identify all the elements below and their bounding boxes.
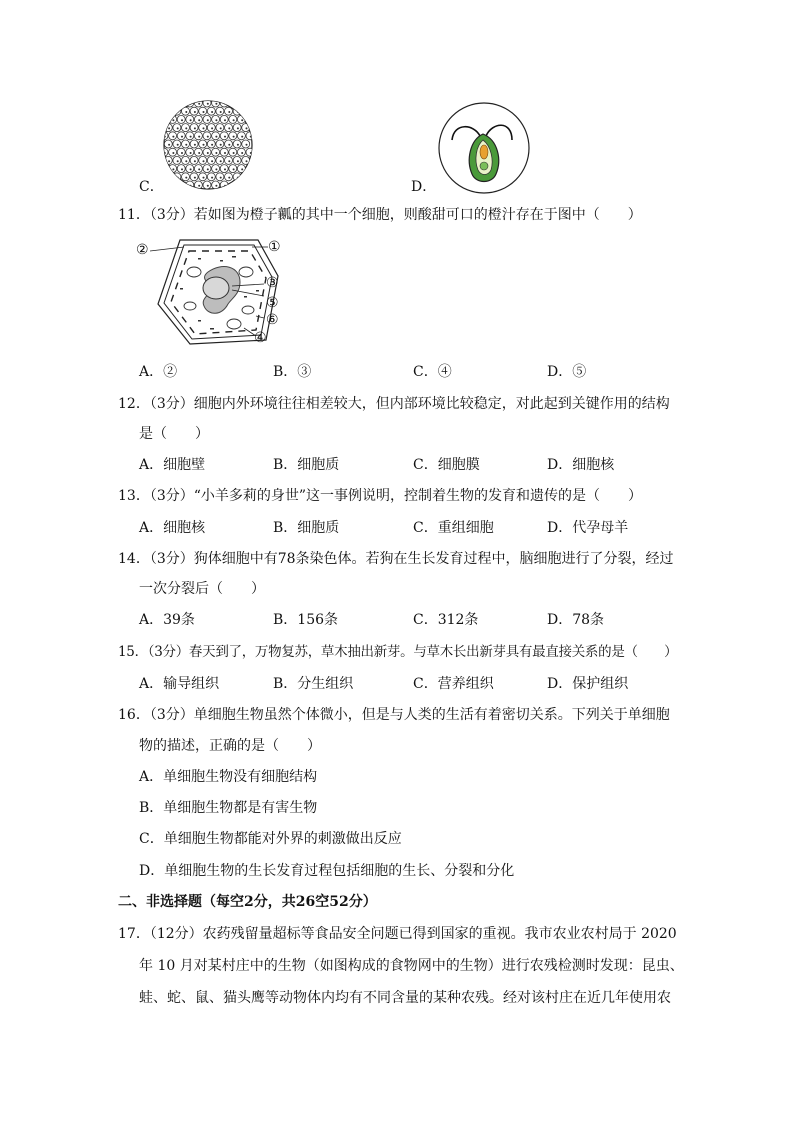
cell-circle: [186, 115, 194, 123]
cell-nucleus-dot: [207, 185, 209, 187]
question-17-line1: 17．（12分）农药残留量超标等食品安全问题已得到国家的重视。我市农业农村局于 2020: [118, 926, 677, 942]
cell-circle: [190, 140, 198, 148]
q11-option-c[interactable]: C．④: [413, 364, 452, 380]
cell-circle: [173, 140, 181, 148]
cell-nucleus-dot: [203, 144, 205, 146]
cell-cluster-figure: [160, 100, 270, 192]
cell-nucleus-dot: [224, 136, 226, 138]
cell-nucleus-dot: [237, 144, 239, 146]
cell-circle: [203, 165, 211, 173]
cell-nucleus-dot: [168, 144, 170, 146]
cell-nucleus-dot: [198, 152, 200, 154]
question-16-stem-line1: 16．（3分）单细胞生物虽然个体微小，但是与人类的生活有着密切关系。下列关于单细胞: [118, 707, 670, 723]
cell-nucleus-dot: [194, 144, 196, 146]
q11-option-a[interactable]: A．②: [139, 364, 178, 380]
cell-nucleus-dot: [181, 168, 183, 170]
cell-circle: [233, 124, 241, 132]
cell-nucleus-dot: [220, 111, 222, 113]
q16-option-c[interactable]: C．单细胞生物都能对外界的刺激做出反应: [139, 831, 402, 847]
cell-nucleus-dot: [172, 119, 174, 121]
cell-circle: [229, 115, 237, 123]
cell-circle: [216, 124, 224, 132]
cell-nucleus-dot: [215, 103, 217, 105]
cell-circle: [229, 165, 237, 173]
question-12-stem-line2: 是（ ）: [139, 426, 209, 442]
cell-nucleus-dot: [215, 168, 217, 170]
cell-circle: [186, 132, 194, 140]
cell-nucleus-dot: [177, 127, 179, 129]
cell-circle: [203, 132, 211, 140]
cell-nucleus-dot: [220, 127, 222, 129]
cell-circle: [173, 156, 181, 164]
cell-nucleus-dot: [168, 160, 170, 162]
cell-circle: [186, 148, 194, 156]
cell-nucleus-dot: [228, 160, 230, 162]
cell-circle: [237, 148, 245, 156]
cell-nucleus-dot: [190, 152, 192, 154]
cell-nucleus-dot: [190, 119, 192, 121]
cell-circle: [207, 173, 215, 181]
q14-option-b[interactable]: B．156条: [273, 612, 339, 628]
cell-nucleus-dot: [194, 160, 196, 162]
cell-nucleus-dot: [181, 152, 183, 154]
cell-nucleus-dot: [172, 168, 174, 170]
cell-nucleus-dot: [246, 144, 248, 146]
cell-nucleus-dot: [241, 136, 243, 138]
cell-circle: [220, 148, 228, 156]
cell-circle: [182, 140, 190, 148]
cell-nucleus-dot: [246, 127, 248, 129]
question-14-stem-line2: 一次分裂后（ ）: [139, 581, 265, 597]
cell-nucleus-dot: [181, 119, 183, 121]
cell-circle: [225, 124, 233, 132]
cell-circle: [225, 156, 233, 164]
cell-circle: [194, 115, 202, 123]
q15-option-d[interactable]: D．保护组织: [547, 676, 629, 692]
cell-nucleus-dot: [228, 127, 230, 129]
cell-circle: [242, 140, 250, 148]
cell-nucleus-dot: [207, 152, 209, 154]
cell-nucleus-dot: [203, 160, 205, 162]
cell-nucleus-dot: [198, 168, 200, 170]
cell-circle: [177, 132, 185, 140]
cell-circle: [207, 124, 215, 132]
cell-circle: [169, 148, 177, 156]
cell-circle: [194, 132, 202, 140]
q14-option-a[interactable]: A．39条: [139, 612, 195, 628]
plant-cell-diagram: [136, 232, 296, 350]
cell-nucleus-dot: [241, 119, 243, 121]
cell-nucleus-dot: [228, 144, 230, 146]
cell-circle: [190, 156, 198, 164]
cell-circle: [216, 107, 224, 115]
cell-circle: [246, 132, 254, 140]
cell-circle: [207, 156, 215, 164]
cell-nucleus-dot: [233, 152, 235, 154]
q13-option-b[interactable]: B．细胞质: [273, 520, 340, 536]
cell-nucleus-dot: [233, 168, 235, 170]
q12-option-d[interactable]: D．细胞核: [547, 457, 615, 473]
cell-circle: [246, 148, 254, 156]
cell-nucleus-dot: [185, 160, 187, 162]
cell-circle: [225, 140, 233, 148]
cell-nucleus-dot: [207, 168, 209, 170]
cell-circle: [229, 148, 237, 156]
cell-nucleus-dot: [198, 136, 200, 138]
q11-option-d[interactable]: D．⑤: [547, 364, 587, 380]
cell-circle: [177, 148, 185, 156]
cell-nucleus-dot: [203, 127, 205, 129]
q12-option-a[interactable]: A．细胞壁: [139, 457, 206, 473]
option-c-label: C．: [139, 179, 164, 195]
cell-circle: [182, 173, 190, 181]
cell-circle: [194, 165, 202, 173]
cell-circle: [207, 140, 215, 148]
cell-nucleus-dot: [198, 185, 200, 187]
cell-nucleus-dot: [220, 177, 222, 179]
question-11-stem: 11．（3分）若如图为橙子瓤的其中一个细胞，则酸甜可口的橙汁存在于图中（ ）: [118, 207, 642, 223]
diagram-label-4: ④: [254, 330, 267, 346]
cell-circle: [212, 132, 220, 140]
option-d-label: D．: [411, 179, 437, 195]
cell-circle: [229, 132, 237, 140]
cell-circle: [199, 124, 207, 132]
cell-nucleus-dot: [211, 144, 213, 146]
cell-circle: [164, 140, 172, 148]
cell-circle: [203, 181, 211, 189]
cell-nucleus-dot: [228, 111, 230, 113]
cell-circle: [199, 107, 207, 115]
q12-option-b[interactable]: B．细胞质: [273, 457, 340, 473]
cell-circle: [203, 148, 211, 156]
cell-nucleus-dot: [246, 160, 248, 162]
cell-circle: [199, 173, 207, 181]
question-15-stem: 15．（3分）春天到了，万物复苏，草木抽出新芽。与草木长出新芽具有最直接关系的是（ ）: [118, 644, 678, 660]
cell-circle: [233, 140, 241, 148]
cell-nucleus-dot: [198, 119, 200, 121]
cell-nucleus-dot: [185, 144, 187, 146]
cell-nucleus-dot: [237, 160, 239, 162]
question-17-line2: 年 10 月对某村庄中的生物（如图构成的食物网中的生物）进行农残检测时发现：昆虫、: [139, 958, 684, 974]
cell-nucleus-dot: [207, 136, 209, 138]
q11-option-b[interactable]: B．③: [273, 364, 312, 380]
diagram-label-2: ②: [136, 242, 149, 258]
cell-nucleus-dot: [185, 127, 187, 129]
cell-circle: [199, 140, 207, 148]
cell-nucleus-dot: [190, 136, 192, 138]
cell-nucleus-dot: [207, 119, 209, 121]
cell-nucleus-dot: [224, 168, 226, 170]
q15-option-a[interactable]: A．输导组织: [139, 676, 220, 692]
cell-circle: [177, 165, 185, 173]
cell-circle: [207, 107, 215, 115]
cell-circle: [177, 115, 185, 123]
q16-option-b[interactable]: B．单细胞生物都是有害生物: [139, 800, 318, 816]
cell-nucleus-dot: [228, 177, 230, 179]
cell-circle: [173, 124, 181, 132]
cell-nucleus-dot: [211, 111, 213, 113]
cell-circle: [190, 173, 198, 181]
q12-option-c[interactable]: C．细胞膜: [413, 457, 480, 473]
cell-nucleus-dot: [203, 177, 205, 179]
diagram-label-5: ⑤: [266, 295, 279, 311]
cell-nucleus-dot: [220, 144, 222, 146]
q16-option-d[interactable]: D．单细胞生物的生长发育过程包括细胞的生长、分裂和分化: [139, 863, 515, 879]
q15-option-c[interactable]: C．营养组织: [413, 676, 494, 692]
cell-nucleus-dot: [215, 185, 217, 187]
cell-nucleus-dot: [211, 127, 213, 129]
cell-nucleus-dot: [168, 127, 170, 129]
cell-circle: [186, 181, 194, 189]
q14-option-d[interactable]: D．78条: [547, 612, 605, 628]
diagram-label-6: ⑥: [266, 312, 279, 328]
cell-nucleus-dot: [198, 103, 200, 105]
cell-circle: [220, 165, 228, 173]
cell-nucleus-dot: [207, 103, 209, 105]
cell-circle: [203, 115, 211, 123]
q16-option-a[interactable]: A．单细胞生物没有细胞结构: [139, 769, 318, 785]
cell-circle: [233, 173, 241, 181]
cell-nucleus-dot: [194, 111, 196, 113]
question-17-line3: 蛙、蛇、鼠、猫头鹰等动物体内均有不同含量的某种农残。经对该村庄在近几年使用农: [139, 990, 671, 1006]
cell-circle: [186, 165, 194, 173]
cell-circle: [212, 115, 220, 123]
cell-circle: [194, 148, 202, 156]
cell-circle: [237, 165, 245, 173]
cell-circle: [199, 156, 207, 164]
cell-nucleus-dot: [177, 144, 179, 146]
cell-nucleus-dot: [224, 119, 226, 121]
q13-option-a[interactable]: A．细胞核: [139, 520, 206, 536]
cell-circle: [216, 140, 224, 148]
cell-nucleus-dot: [194, 177, 196, 179]
cell-nucleus-dot: [172, 152, 174, 154]
cell-nucleus-dot: [172, 136, 174, 138]
cell-nucleus-dot: [185, 177, 187, 179]
question-12-stem-line1: 12．（3分）细胞内外环境往往相差较大，但内部环境比较稳定，对此起到关键作用的结构: [118, 396, 670, 412]
cell-circle: [237, 132, 245, 140]
cell-nucleus-dot: [211, 160, 213, 162]
cell-circle: [190, 107, 198, 115]
cell-circle: [190, 124, 198, 132]
cell-nucleus-dot: [220, 160, 222, 162]
cell-circle: [182, 124, 190, 132]
cell-circle: [216, 173, 224, 181]
q13-option-c[interactable]: C．重组细胞: [413, 520, 494, 536]
cell-nucleus-dot: [241, 168, 243, 170]
cell-circle: [220, 132, 228, 140]
option-d-figure: [436, 100, 532, 196]
cell-nucleus-dot: [177, 160, 179, 162]
q14-option-c[interactable]: C．312条: [413, 612, 479, 628]
cell-circle: [216, 156, 224, 164]
cell-circle: [233, 156, 241, 164]
diagram-label-1: ①: [268, 239, 281, 255]
cell-circle: [182, 156, 190, 164]
chlamydomonas-figure: [436, 100, 532, 196]
cell-nucleus-dot: [237, 127, 239, 129]
cell-nucleus-dot: [190, 168, 192, 170]
cell-circle: [212, 165, 220, 173]
cell-nucleus-dot: [215, 136, 217, 138]
cell-nucleus-dot: [241, 152, 243, 154]
cell-circle: [225, 173, 233, 181]
q13-option-d[interactable]: D．代孕母羊: [547, 520, 629, 536]
cell-nucleus-dot: [224, 152, 226, 154]
cell-circle: [212, 148, 220, 156]
cell-nucleus-dot: [181, 136, 183, 138]
question-14-stem-line1: 14．（3分）狗体细胞中有78条染色体。若狗在生长发育过程中，脑细胞进行了分裂，经过: [118, 551, 674, 567]
question-13-stem: 13．（3分）“小羊多莉的身世”这一事例说明，控制着生物的发育和遗传的是（ ）: [118, 488, 643, 504]
q15-option-b[interactable]: B．分生组织: [273, 676, 354, 692]
cell-circle: [220, 115, 228, 123]
question-16-stem-line2: 物的描述，正确的是（ ）: [139, 738, 321, 754]
diagram-label-3: ③: [266, 275, 279, 291]
cell-nucleus-dot: [211, 177, 213, 179]
cell-nucleus-dot: [233, 119, 235, 121]
option-c-figure: [160, 100, 270, 192]
cell-nucleus-dot: [215, 119, 217, 121]
cell-nucleus-dot: [203, 111, 205, 113]
cell-nucleus-dot: [233, 136, 235, 138]
cell-nucleus-dot: [194, 127, 196, 129]
section-2-heading: 二、非选择题（每空2分，共26空52分）: [118, 894, 377, 910]
cell-nucleus-dot: [215, 152, 217, 154]
cell-nucleus-dot: [185, 111, 187, 113]
cell-circle: [225, 107, 233, 115]
cell-circle: [169, 132, 177, 140]
